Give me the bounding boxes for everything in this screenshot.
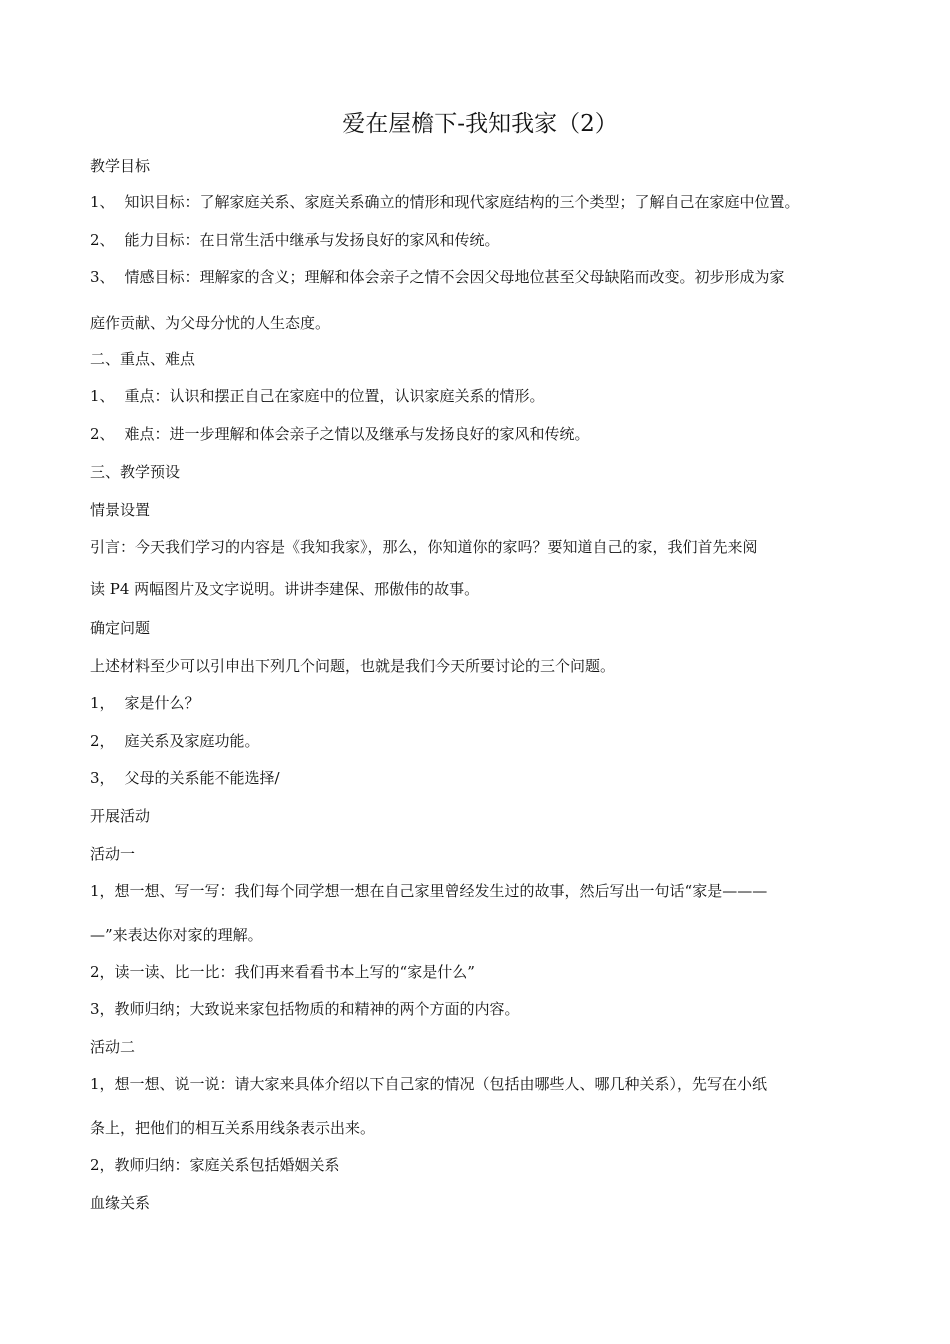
text-line xyxy=(90,423,590,445)
line-text: 开展活动 xyxy=(90,807,151,825)
line-text: 教学目标 xyxy=(90,157,151,175)
list-number: 1、 xyxy=(90,193,115,211)
text-line xyxy=(90,1117,375,1139)
text-line xyxy=(90,961,475,983)
text-line xyxy=(90,155,150,177)
text-line xyxy=(90,536,758,558)
list-number: 3、 xyxy=(90,268,115,286)
line-text: 2，教师归纳：家庭关系包括婚姻关系 xyxy=(90,1156,340,1174)
line-text: 难点：进一步理解和体会亲子之情以及继承与发扬良好的家风和传统。 xyxy=(124,425,590,443)
text-line xyxy=(90,1192,150,1214)
line-text: 能力目标：在日常生活中继承与发扬良好的家风和传统。 xyxy=(124,231,500,249)
line-text: 家是什么？ xyxy=(124,694,200,712)
line-text: 活动二 xyxy=(90,1038,136,1056)
line-text: —”来表达你对家的理解。 xyxy=(90,926,263,944)
line-text: 读 P4 两幅图片及文字说明。讲讲李建保、邢傲伟的故事。 xyxy=(90,580,480,598)
text-line xyxy=(90,499,150,521)
line-text: 引言：今天我们学习的内容是《我知我家》，那么，你知道你的家吗？要知道自己的家，我们首先来阅 xyxy=(90,538,758,556)
line-text: 1，想一想、说一说：请大家来具体介绍以下自己家的情况（包括由哪些人、哪几种关系），先写在小纸 xyxy=(90,1075,768,1093)
line-text: 三、教学预设 xyxy=(90,463,181,481)
text-line xyxy=(90,843,135,865)
line-text: 1，想一想、写一写：我们每个同学想一想在自己家里曾经发生过的故事，然后写出一句话“家是——— xyxy=(90,882,768,900)
list-number: 2、 xyxy=(90,425,115,443)
text-line xyxy=(90,655,615,677)
list-number: 2， xyxy=(90,732,115,750)
line-text: 父母的关系能不能选择/ xyxy=(124,769,280,787)
line-text: 活动一 xyxy=(90,845,136,863)
list-number: 1、 xyxy=(90,387,115,405)
document-title: 爱在屋檐下-我知我家（2） xyxy=(342,111,618,137)
line-text: 情景设置 xyxy=(90,501,151,519)
text-line xyxy=(90,880,767,902)
text-line xyxy=(90,385,545,407)
line-text: 2，读一读、比一比：我们再来看看书本上写的“家是什么” xyxy=(90,963,475,981)
text-line xyxy=(90,767,280,789)
text-line xyxy=(90,805,150,827)
line-text: 3，教师归纳；大致说来家包括物质的和精神的两个方面的内容。 xyxy=(90,1000,520,1018)
line-text: 庭关系及家庭功能。 xyxy=(124,732,260,750)
text-line xyxy=(90,578,479,600)
line-text: 知识目标：了解家庭关系、家庭关系确立的情形和现代家庭结构的三个类型；了解自己在家庭中位置。 xyxy=(124,193,800,211)
text-line xyxy=(90,266,785,288)
text-line xyxy=(90,730,260,752)
text-line xyxy=(90,924,263,946)
text-line xyxy=(90,348,195,370)
text-line xyxy=(90,998,520,1020)
text-line xyxy=(90,1073,767,1095)
list-number: 1， xyxy=(90,694,115,712)
line-text: 条上，把他们的相互关系用线条表示出来。 xyxy=(90,1119,376,1137)
text-line xyxy=(90,617,150,639)
text-line xyxy=(90,229,500,251)
list-number: 2、 xyxy=(90,231,115,249)
text-line xyxy=(90,1154,340,1176)
line-text: 庭作贡献、为父母分忧的人生态度。 xyxy=(90,314,331,332)
list-number: 3， xyxy=(90,769,115,787)
line-text: 重点：认识和摆正自己在家庭中的位置，认识家庭关系的情形。 xyxy=(124,387,545,405)
line-text: 确定问题 xyxy=(90,619,151,637)
line-text: 上述材料至少可以引申出下列几个问题，也就是我们今天所要讨论的三个问题。 xyxy=(90,657,616,675)
text-line xyxy=(90,191,800,213)
text-line xyxy=(90,461,180,483)
text-line xyxy=(90,1036,135,1058)
line-text: 血缘关系 xyxy=(90,1194,151,1212)
line-text: 情感目标：理解家的含义；理解和体会亲子之情不会因父母地位甚至父母缺陷而改变。初步形成为家 xyxy=(124,268,785,286)
line-text: 二、重点、难点 xyxy=(90,350,196,368)
text-line xyxy=(90,692,200,714)
text-line xyxy=(90,312,330,334)
